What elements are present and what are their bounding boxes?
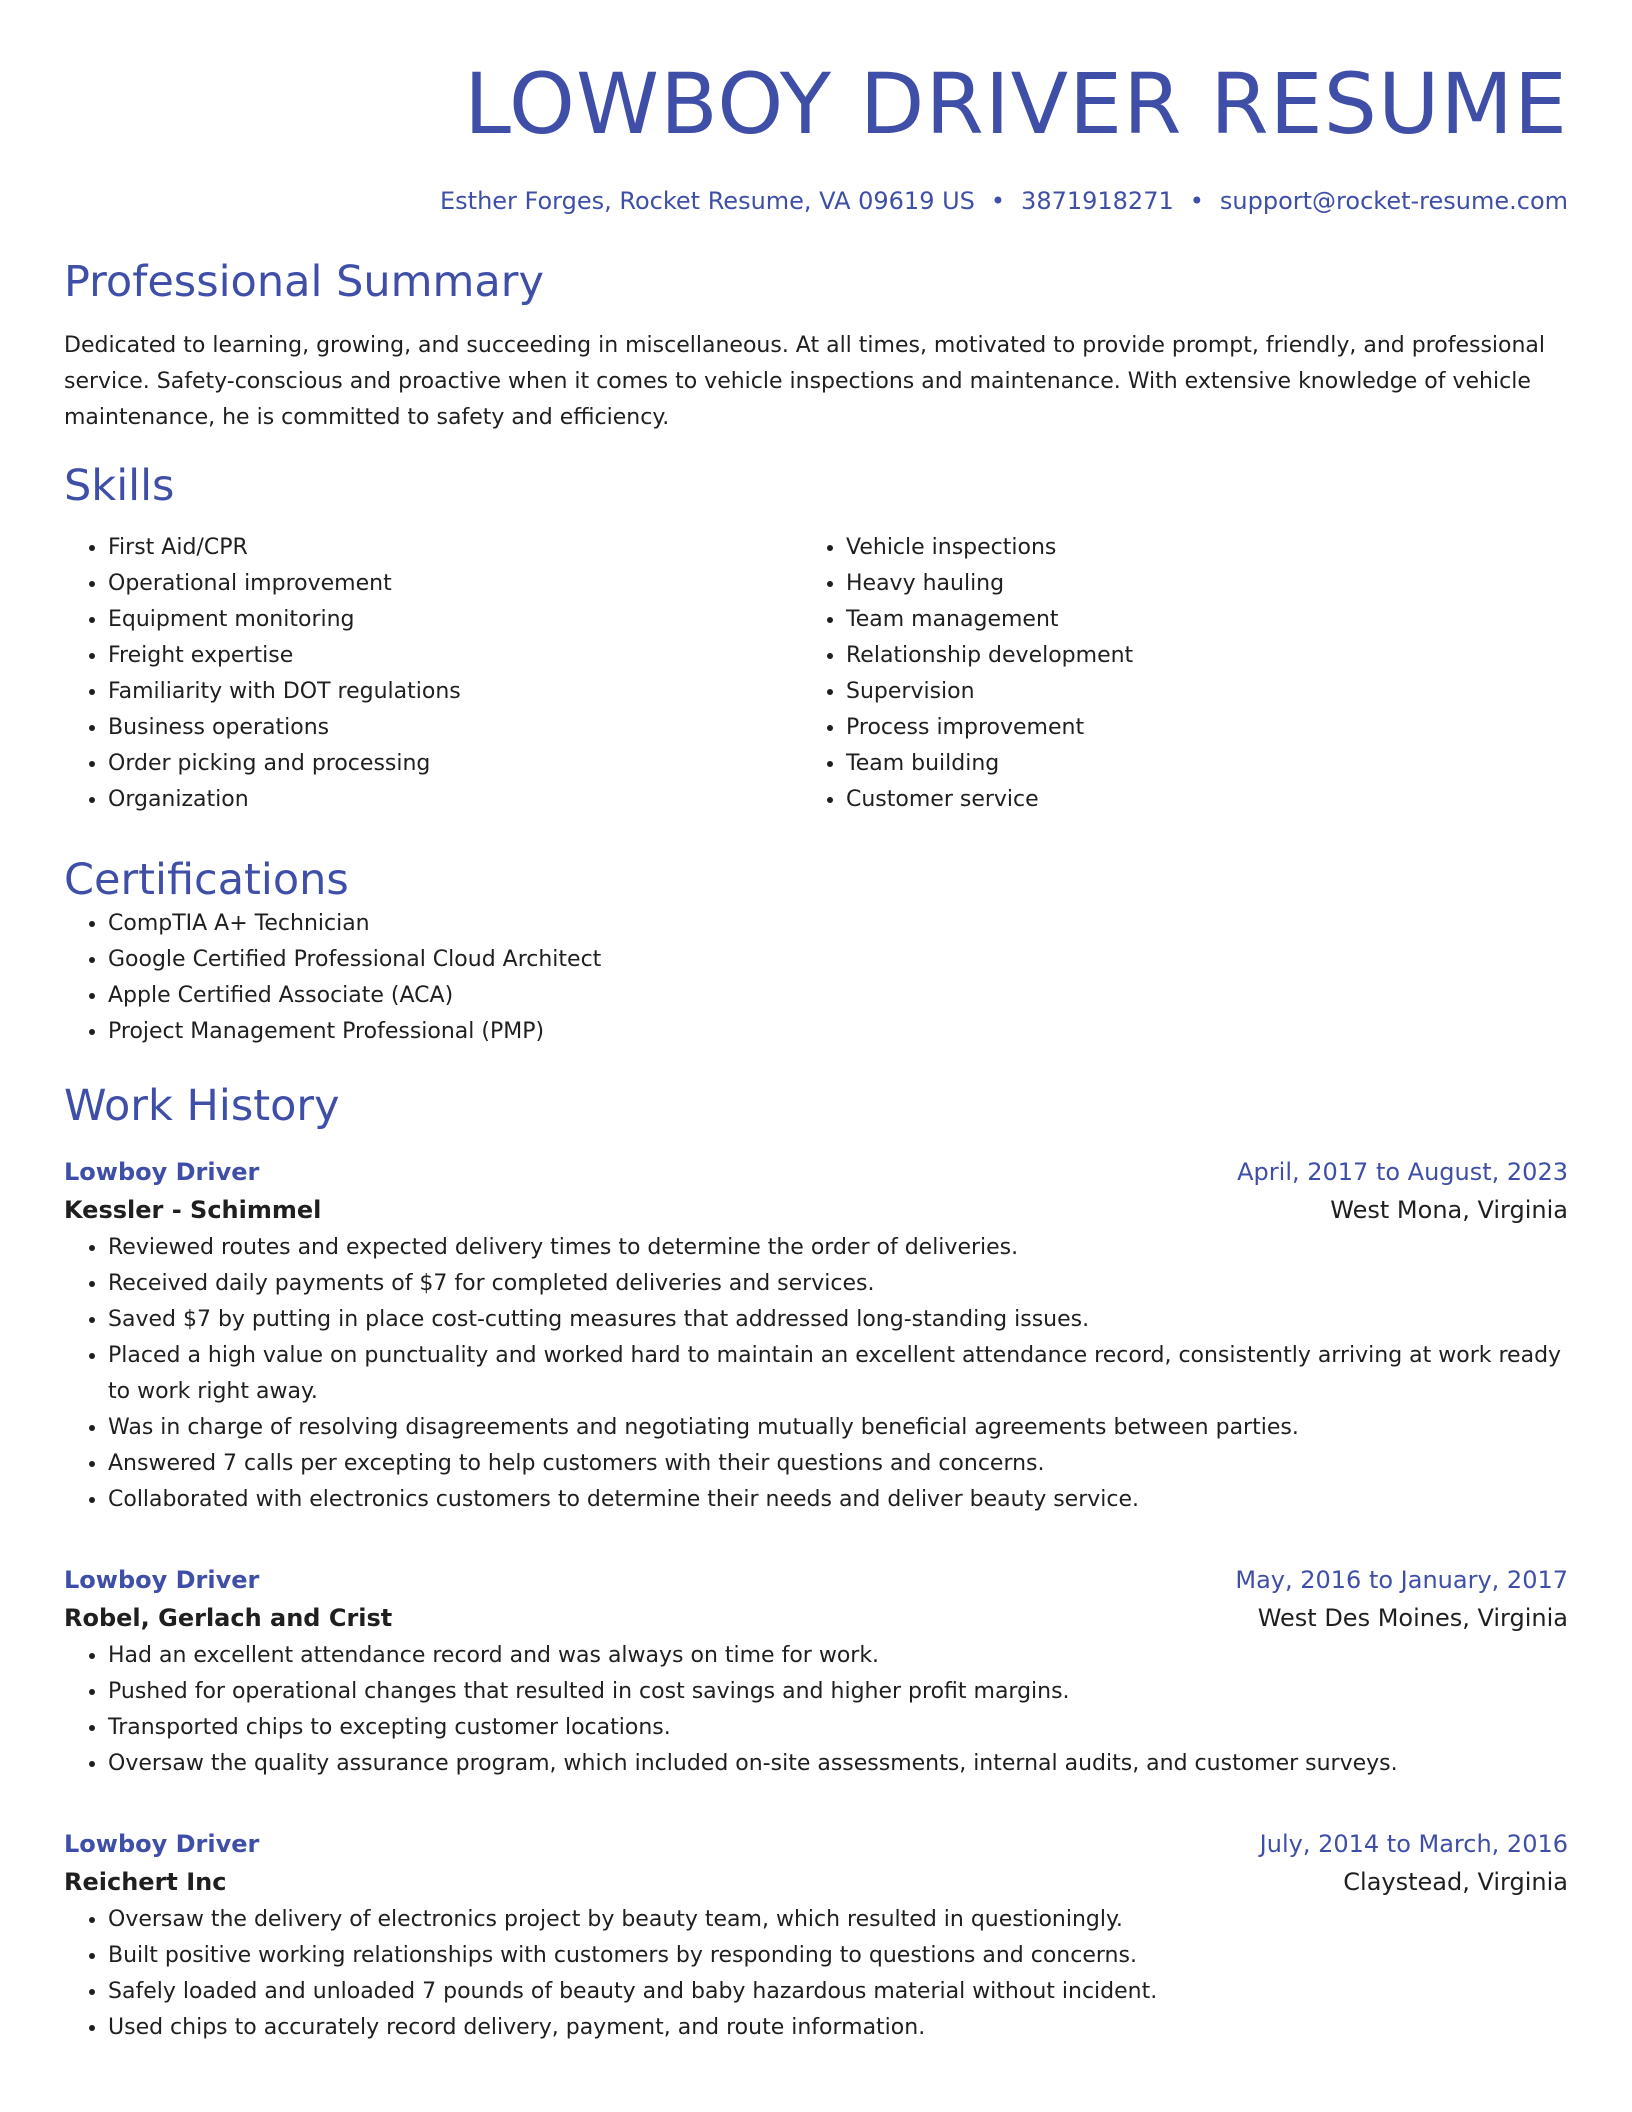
- skill-item: • Customer service: [846, 782, 1540, 818]
- job-duty: • Oversaw the delivery of electronics project by beauty team, which resulted in questioningly.: [108, 1902, 1568, 1938]
- skill-item: • Supervision: [846, 674, 1540, 710]
- job-duty: • Saved $7 by putting in place cost-cutting measures that addressed long-standing issues.: [108, 1302, 1568, 1338]
- contact-address: Esther Forges, Rocket Resume, VA 09619 US: [439, 187, 975, 215]
- job-title: Lowboy Driver: [64, 1566, 260, 1594]
- job-header-row: [64, 1154, 1568, 1190]
- job-duty: • Used chips to accurately record delivery, payment, and route information.: [108, 2010, 1568, 2046]
- skill-item: • Team building: [846, 746, 1540, 782]
- job-company: Kessler - Schimmel: [64, 1196, 322, 1224]
- skill-item: • Operational improvement: [108, 566, 802, 602]
- job-duty: • Transported chips to excepting customer locations.: [108, 1710, 1568, 1746]
- skill-item: • Equipment monitoring: [108, 602, 802, 638]
- skill-item: • Familiarity with DOT regulations: [108, 674, 802, 710]
- job-duties-list: [64, 1902, 1568, 2046]
- job-entry: [64, 1826, 1568, 2046]
- certifications-heading: Certifications: [64, 855, 349, 905]
- contact-line: [64, 186, 1568, 216]
- job-duty: • Placed a high value on punctuality and worked hard to maintain an excellent attendance record, consistently arriving at work ready to work right away.: [108, 1338, 1568, 1410]
- skill-item: • Team management: [846, 602, 1540, 638]
- job-duty: • Oversaw the quality assurance program, which included on-site assessments, internal audits, and customer surveys.: [108, 1746, 1568, 1782]
- work-history-section: [64, 1080, 1568, 2046]
- job-duty: • Received daily payments of $7 for completed deliveries and services.: [108, 1266, 1568, 1302]
- job-duty: • Had an excellent attendance record and was always on time for work.: [108, 1638, 1568, 1674]
- skills-heading: Skills: [64, 461, 175, 511]
- job-dates: July, 2014 to March, 2016: [1259, 1830, 1568, 1858]
- job-dates: May, 2016 to January, 2017: [1235, 1566, 1568, 1594]
- skill-item: • First Aid/CPR: [108, 530, 802, 566]
- job-title: Lowboy Driver: [64, 1830, 260, 1858]
- skill-item: • Order picking and processing: [108, 746, 802, 782]
- job-duty: • Pushed for operational changes that resulted in cost savings and higher profit margins.: [108, 1674, 1568, 1710]
- job-duty: • Safely loaded and unloaded 7 pounds of beauty and baby hazardous material without incident.: [108, 1974, 1568, 2010]
- certification-item: • Project Management Professional (PMP): [108, 1014, 1568, 1050]
- summary-text: Dedicated to learning, growing, and succeeding in miscellaneous. At all times, motivated to provide prompt, friendly, and professional service. Safety-conscious and proactive when it comes to vehicle inspections and maintenance. With extensive knowledge of vehicle maintenance, he is committed to safety and efficiency.: [64, 333, 1546, 430]
- contact-separator: •: [990, 187, 1006, 215]
- skill-item: • Process improvement: [846, 710, 1540, 746]
- skill-item: • Organization: [108, 782, 802, 818]
- job-location: West Des Moines, Virginia: [1257, 1604, 1568, 1632]
- job-header-row: [64, 1826, 1568, 1862]
- job-duty: • Reviewed routes and expected delivery times to determine the order of deliveries.: [108, 1230, 1568, 1266]
- skills-section: [64, 460, 1568, 818]
- job-company-row: [64, 1598, 1568, 1638]
- skills-column-right: [802, 530, 1540, 818]
- job-location: West Mona, Virginia: [1330, 1196, 1568, 1224]
- skill-item: • Business operations: [108, 710, 802, 746]
- skills-list-right: [802, 530, 1540, 818]
- job-header-row: [64, 1562, 1568, 1598]
- skill-item: • Vehicle inspections: [846, 530, 1540, 566]
- job-company: Robel, Gerlach and Crist: [64, 1604, 393, 1632]
- contact-separator: •: [1189, 187, 1204, 215]
- job-duty: • Was in charge of resolving disagreements and negotiating mutually beneficial agreements between parties.: [108, 1410, 1568, 1446]
- summary-section: [64, 256, 1568, 436]
- job-entry: [64, 1154, 1568, 1518]
- job-duties-list: [64, 1638, 1568, 1782]
- skill-item: • Freight expertise: [108, 638, 802, 674]
- certification-item: • Google Certified Professional Cloud Architect: [108, 942, 1568, 978]
- job-company: Reichert Inc: [64, 1868, 227, 1896]
- certifications-list: [64, 906, 1568, 1050]
- job-duty: • Answered 7 calls per excepting to help customers with their questions and concerns.: [108, 1446, 1568, 1482]
- job-dates: April, 2017 to August, 2023: [1237, 1158, 1568, 1186]
- job-title: Lowboy Driver: [64, 1158, 260, 1186]
- job-entry: [64, 1562, 1568, 1782]
- work-history-heading: Work History: [64, 1081, 340, 1131]
- job-duty: • Built positive working relationships with customers by responding to questions and concerns.: [108, 1938, 1568, 1974]
- skill-item: • Relationship development: [846, 638, 1540, 674]
- job-duties-list: [64, 1230, 1568, 1518]
- summary-heading: Professional Summary: [64, 257, 544, 307]
- certification-item: • Apple Certified Associate (ACA): [108, 978, 1568, 1014]
- resume-title: LOWBOY DRIVER RESUME: [464, 55, 1568, 153]
- certifications-section: [64, 854, 1568, 1050]
- job-location: Claystead, Virginia: [1343, 1868, 1568, 1896]
- skills-list-left: [64, 530, 802, 818]
- job-duty: • Collaborated with electronics customers to determine their needs and deliver beauty service.: [108, 1482, 1568, 1518]
- contact-email[interactable]: support@rocket-resume.com: [1219, 187, 1568, 215]
- contact-phone: 3871918271: [1021, 187, 1174, 215]
- skills-grid: [64, 530, 1568, 818]
- certification-item: • CompTIA A+ Technician: [108, 906, 1568, 942]
- skill-item: • Heavy hauling: [846, 566, 1540, 602]
- job-company-row: [64, 1862, 1568, 1902]
- skills-column-left: [64, 530, 802, 818]
- job-company-row: [64, 1190, 1568, 1230]
